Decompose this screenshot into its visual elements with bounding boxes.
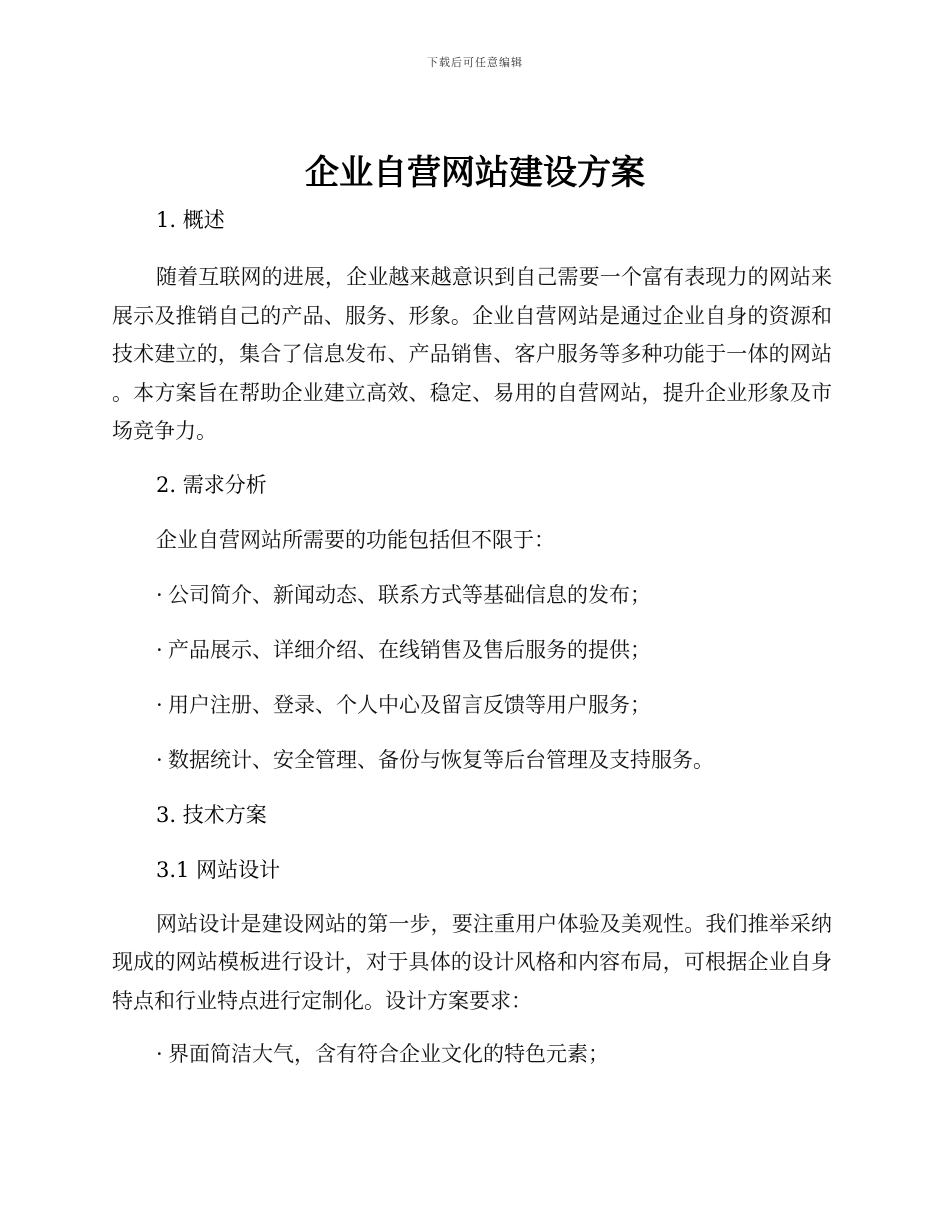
bullet-dot-icon: ·	[156, 1042, 163, 1066]
requirement-item-text: 用户注册、登录、个人中心及留言反馈等用户服务；	[168, 692, 651, 717]
requirements-intro: 企业自营网站所需要的功能包括但不限于：	[156, 527, 555, 552]
requirement-item-text: 公司简介、新闻动态、联系方式等基础信息的发布；	[168, 582, 651, 607]
bullet-dot-icon: ·	[156, 582, 163, 607]
requirement-item	[112, 690, 832, 720]
bullet-dot-icon: ·	[156, 692, 163, 717]
overview-paragraph: 随着互联网的进展，企业越来越意识到自己需要一个富有表现力的网站来展示及推销自己的产品、服务、形象。企业自营网站是通过企业自身的资源和技术建立的，集合了信息发布、产品销售、客户服务等多种功能于一体的网站。本方案旨在帮助企业建立高效、稳定、易用的自营网站，提升企业形象及市场竞争力。	[112, 265, 832, 443]
requirement-item	[112, 580, 832, 610]
section-heading-requirements: 2. 需求分析	[156, 472, 267, 497]
requirement-item-text: 数据统计、安全管理、备份与恢复等后台管理及支持服务。	[168, 747, 714, 772]
section-heading-technical-plan: 3. 技术方案	[156, 802, 267, 827]
bullet-dot-icon: ·	[156, 747, 163, 772]
design-requirement-item	[112, 1039, 832, 1069]
page-header-note: 下载后可任意编辑	[427, 56, 523, 69]
section-heading-website-design: 3.1 网站设计	[156, 857, 281, 882]
requirement-item	[112, 635, 832, 665]
section-heading-overview: 1. 概述	[156, 208, 225, 232]
design-requirement-item-text: 界面简洁大气，含有符合企业文化的特色元素；	[168, 1042, 609, 1066]
document-body	[112, 199, 832, 1069]
requirement-item-text: 产品展示、详细介绍、在线销售及售后服务的提供；	[168, 637, 651, 662]
document-title: 企业自营网站建设方案	[305, 153, 645, 193]
website-design-paragraph: 网站设计是建设网站的第一步，要注重用户体验及美观性。我们推举采纳现成的网站模板进行设计，对于具体的设计风格和内容布局，可根据企业自身特点和行业特点进行定制化。设计方案要求：	[112, 911, 832, 1013]
bullet-dot-icon: ·	[156, 637, 163, 662]
requirement-item	[112, 745, 832, 775]
